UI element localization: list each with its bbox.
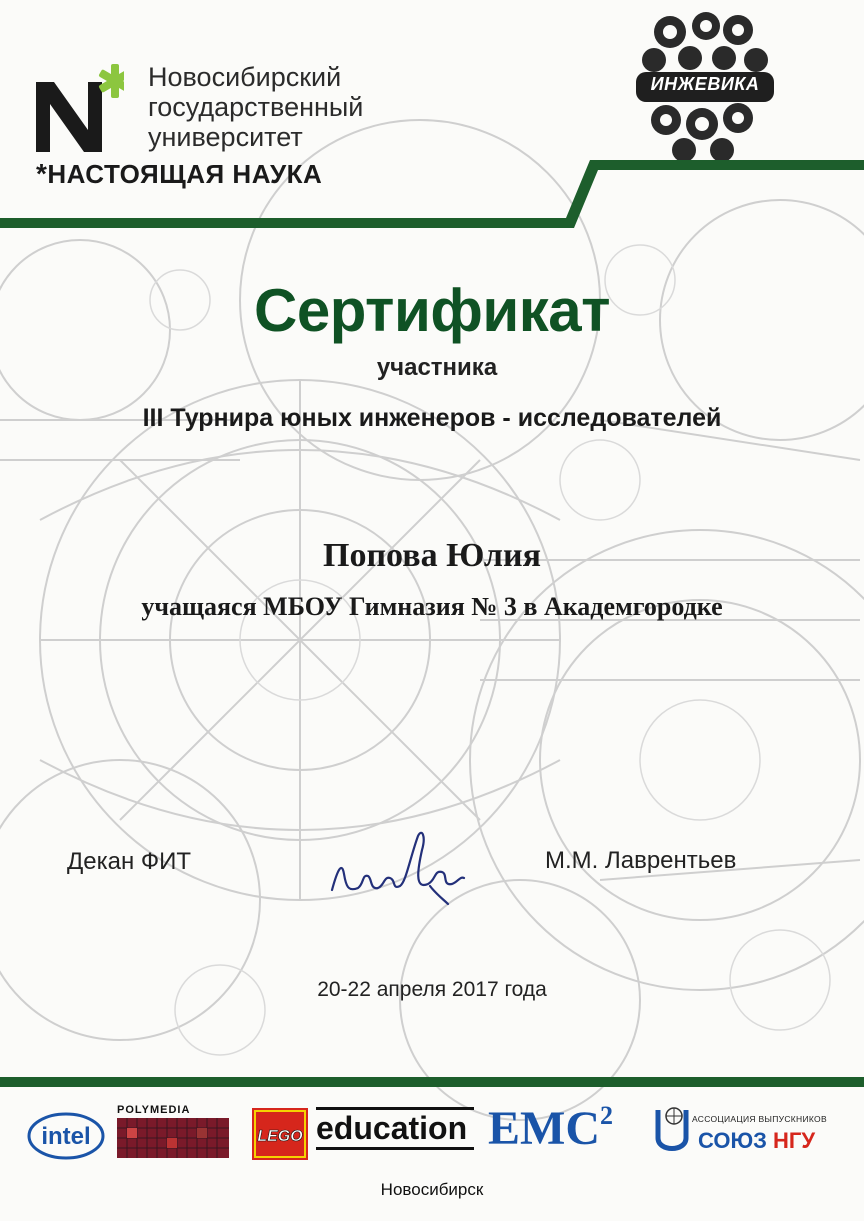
polymedia-grid-icon (117, 1116, 229, 1158)
asterisk-icon: * (36, 158, 48, 189)
alumni-association-logo (652, 1104, 832, 1160)
recipient-name: Попова Юлия (323, 537, 541, 574)
emc-label: EMC (488, 1102, 600, 1155)
event-name: III Турнира юных инженеров - исследователей (142, 404, 722, 432)
nsu-name-line1: Новосибирский (148, 62, 342, 92)
inzhevika-logo (634, 8, 776, 164)
event-date: 20-22 апреля 2017 года (317, 978, 547, 1001)
emc-logo (488, 1101, 648, 1161)
nsu-logo-icon (32, 60, 124, 160)
assoc-big-label (698, 1128, 815, 1154)
education-bar-bottom (316, 1147, 474, 1150)
intel-logo (26, 1110, 106, 1162)
signer-role: Декан ФИТ (67, 848, 192, 875)
inzhevika-label: ИНЖЕВИКА (650, 74, 760, 94)
lego-logo (252, 1108, 308, 1160)
header-divider (0, 160, 864, 235)
lego-logo-text: LEGO (257, 1128, 303, 1145)
nsu-slogan-text: НАСТОЯЩАЯ НАУКА (47, 159, 323, 189)
recipient-school: учащаяся МБОУ Гимназия № 3 в Академгородке (141, 592, 723, 621)
assoc-big-label-1: СОЮЗ (698, 1128, 767, 1153)
certificate-title: Сертификат (254, 277, 610, 344)
polymedia-label: POLYMEDIA (117, 1104, 191, 1116)
emc-superscript: 2 (599, 1101, 613, 1130)
city-label: Новосибирск (380, 1180, 484, 1199)
signature-icon (318, 828, 478, 918)
assoc-big-label-2: НГУ (773, 1128, 816, 1153)
nsu-name-line3: университет (148, 122, 303, 152)
education-label: education (316, 1110, 468, 1146)
footer-divider (0, 1077, 864, 1087)
nsu-name (148, 62, 363, 152)
signer-name: М.М. Лаврентьев (545, 847, 737, 874)
education-logo (316, 1105, 478, 1155)
polymedia-logo (117, 1104, 229, 1162)
intel-logo-text: intel (41, 1123, 91, 1150)
globe-icon (652, 1104, 692, 1160)
assoc-small-label: АССОЦИАЦИЯ ВЫПУСКНИКОВ (692, 1114, 827, 1124)
nsu-name-line2: государственный (148, 92, 364, 122)
certificate-subtitle: участника (376, 354, 498, 381)
